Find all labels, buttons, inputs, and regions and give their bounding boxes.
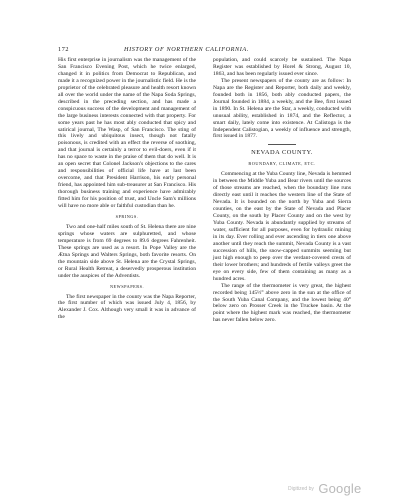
google-logo: Google	[318, 481, 362, 496]
digitized-by-google-watermark	[288, 480, 361, 498]
springs-heading: SPRINGS.	[115, 213, 139, 219]
watermark-prefix: Digitized by	[288, 485, 314, 492]
boundary-climate-subheading: BOUNDARY, CLIMATE, ETC.	[248, 161, 316, 167]
newspapers-heading: NEWSPAPERS.	[109, 283, 145, 289]
running-title: HISTORY OF NORTHERN CALIFORNIA.	[124, 46, 249, 53]
section-divider	[268, 144, 296, 145]
left-column	[58, 57, 196, 321]
thermometer-paragraph: The range of the thermometer is very great, the highest recorded being 145½° above zero in the sun at the office of the South Yuba Canal Company, and the lowest being 40° below zero on Prosser Creek in the Truckee basin. At the point where the highest mark was reached, the thermometer has never fallen below zero.	[213, 282, 351, 324]
nevada-boundary-paragraph: Commencing at the Yuba County line, Nevada is hemmed in between the Middle Yuba and Bear rivers until the sources of those streams are reached, when the boundary line runs directly east until it reaches the western line of the State of Nevada. It is bounded on the north by Yuba and Sierra counties, on the east by the State of Nevada and Placer County, on the south by Placer County and on the west by Yuba County. Nevada is abundantly supplied by streams of water, sufficient for all purposes, even for hydraulic mining in its day. Ever rolling and ever ascending in tiers one above another until they reach the summit, Nevada County is a vast succession of hills, the snow-capped summits seeming but just high enough to peep over the verdant-covered crests of their lower brothers; and hundreds of fertile valleys greet the eye on every side, few of them containing as many as a hundred acres.	[213, 171, 351, 282]
present-newspapers-paragraph: The present newspapers of the county are as follow: In Napa are the Register and Reporter, both daily and weekly, founded both in 1856, both ably conducted papers, the Journal founded in 1884, a weekly, and the Bee, first issued in 1890. In St. Helena are the Star, a weekly, conducted with unusual ability, established in 1874, and the Reflector, a smart daily, lately come into existence. At Calistoga is the Independent Calistogian, a weekly of influence and strength, first issued in 1877.	[213, 77, 351, 140]
page-number: 172	[58, 46, 70, 53]
newspapers-paragraph: The first newspaper in the county was the Napa Reporter, the first number of which was issued July 4, 1856, by Alexander J. Cox. Although very small it was in advance of the	[58, 293, 196, 321]
jackson-paragraph: His first enterprise in journalism was the management of the San Francisco Evening Post, which he twice enlarged, changed it in politics from Democrat to Republican, and made it a recognized power in the journalistic field. He is the proprietor of the celebrated pleasure and health resort known all over the world under the name of the Napa Soda Springs, described in the preceding section, and has made a conspicuous success of the development and management of the large business interests connected with that property. For some years past he has most ably conducted that spicy and satirical journal, The Wasp, of San Francisco. The sting of this lively and ubiquitous insect, though not fatally poisonous, is credited with an effect the reverse of soothing, and that journal is certainly a terror to evil-doers, even if it has no space to waste in the praise of them that do well. It is an open secret that Colonel Jackson's objections to the cares and responsibilities of official life have at last been overcome, and that President Harrison, his early personal friend, has appointed him sub-treasurer at San Francisco. His thorough business training and experience have admirably fitted him for his position of trust, and Uncle Sam's millions will have no more able or faithful custodian than he.	[58, 57, 196, 210]
nevada-county-title: NEVADA COUNTY.	[251, 149, 313, 157]
newspapers-continued-paragraph: population, and could scarcely be sustained. The Napa Register was established by Horel & Strong, August 10, 1863, and has been regularly issued ever since.	[213, 57, 351, 77]
springs-paragraph: Two and one-half miles south of St. Helena there are nine springs whose waters are sulphuretted, and whose temperature is from 69 degrees to 89.6 degrees Fahrenheit. These springs are used as a resort. In Pope Valley are the Ætna Springs and Walters Springs, both favorite resorts. On the mountain side above St. Helena are the Crystal Springs, or Rural Health Retreat, a deservedly prosperous institution under the auspices of the Adventists.	[58, 223, 196, 279]
page-header	[58, 46, 358, 56]
right-column	[213, 57, 351, 324]
